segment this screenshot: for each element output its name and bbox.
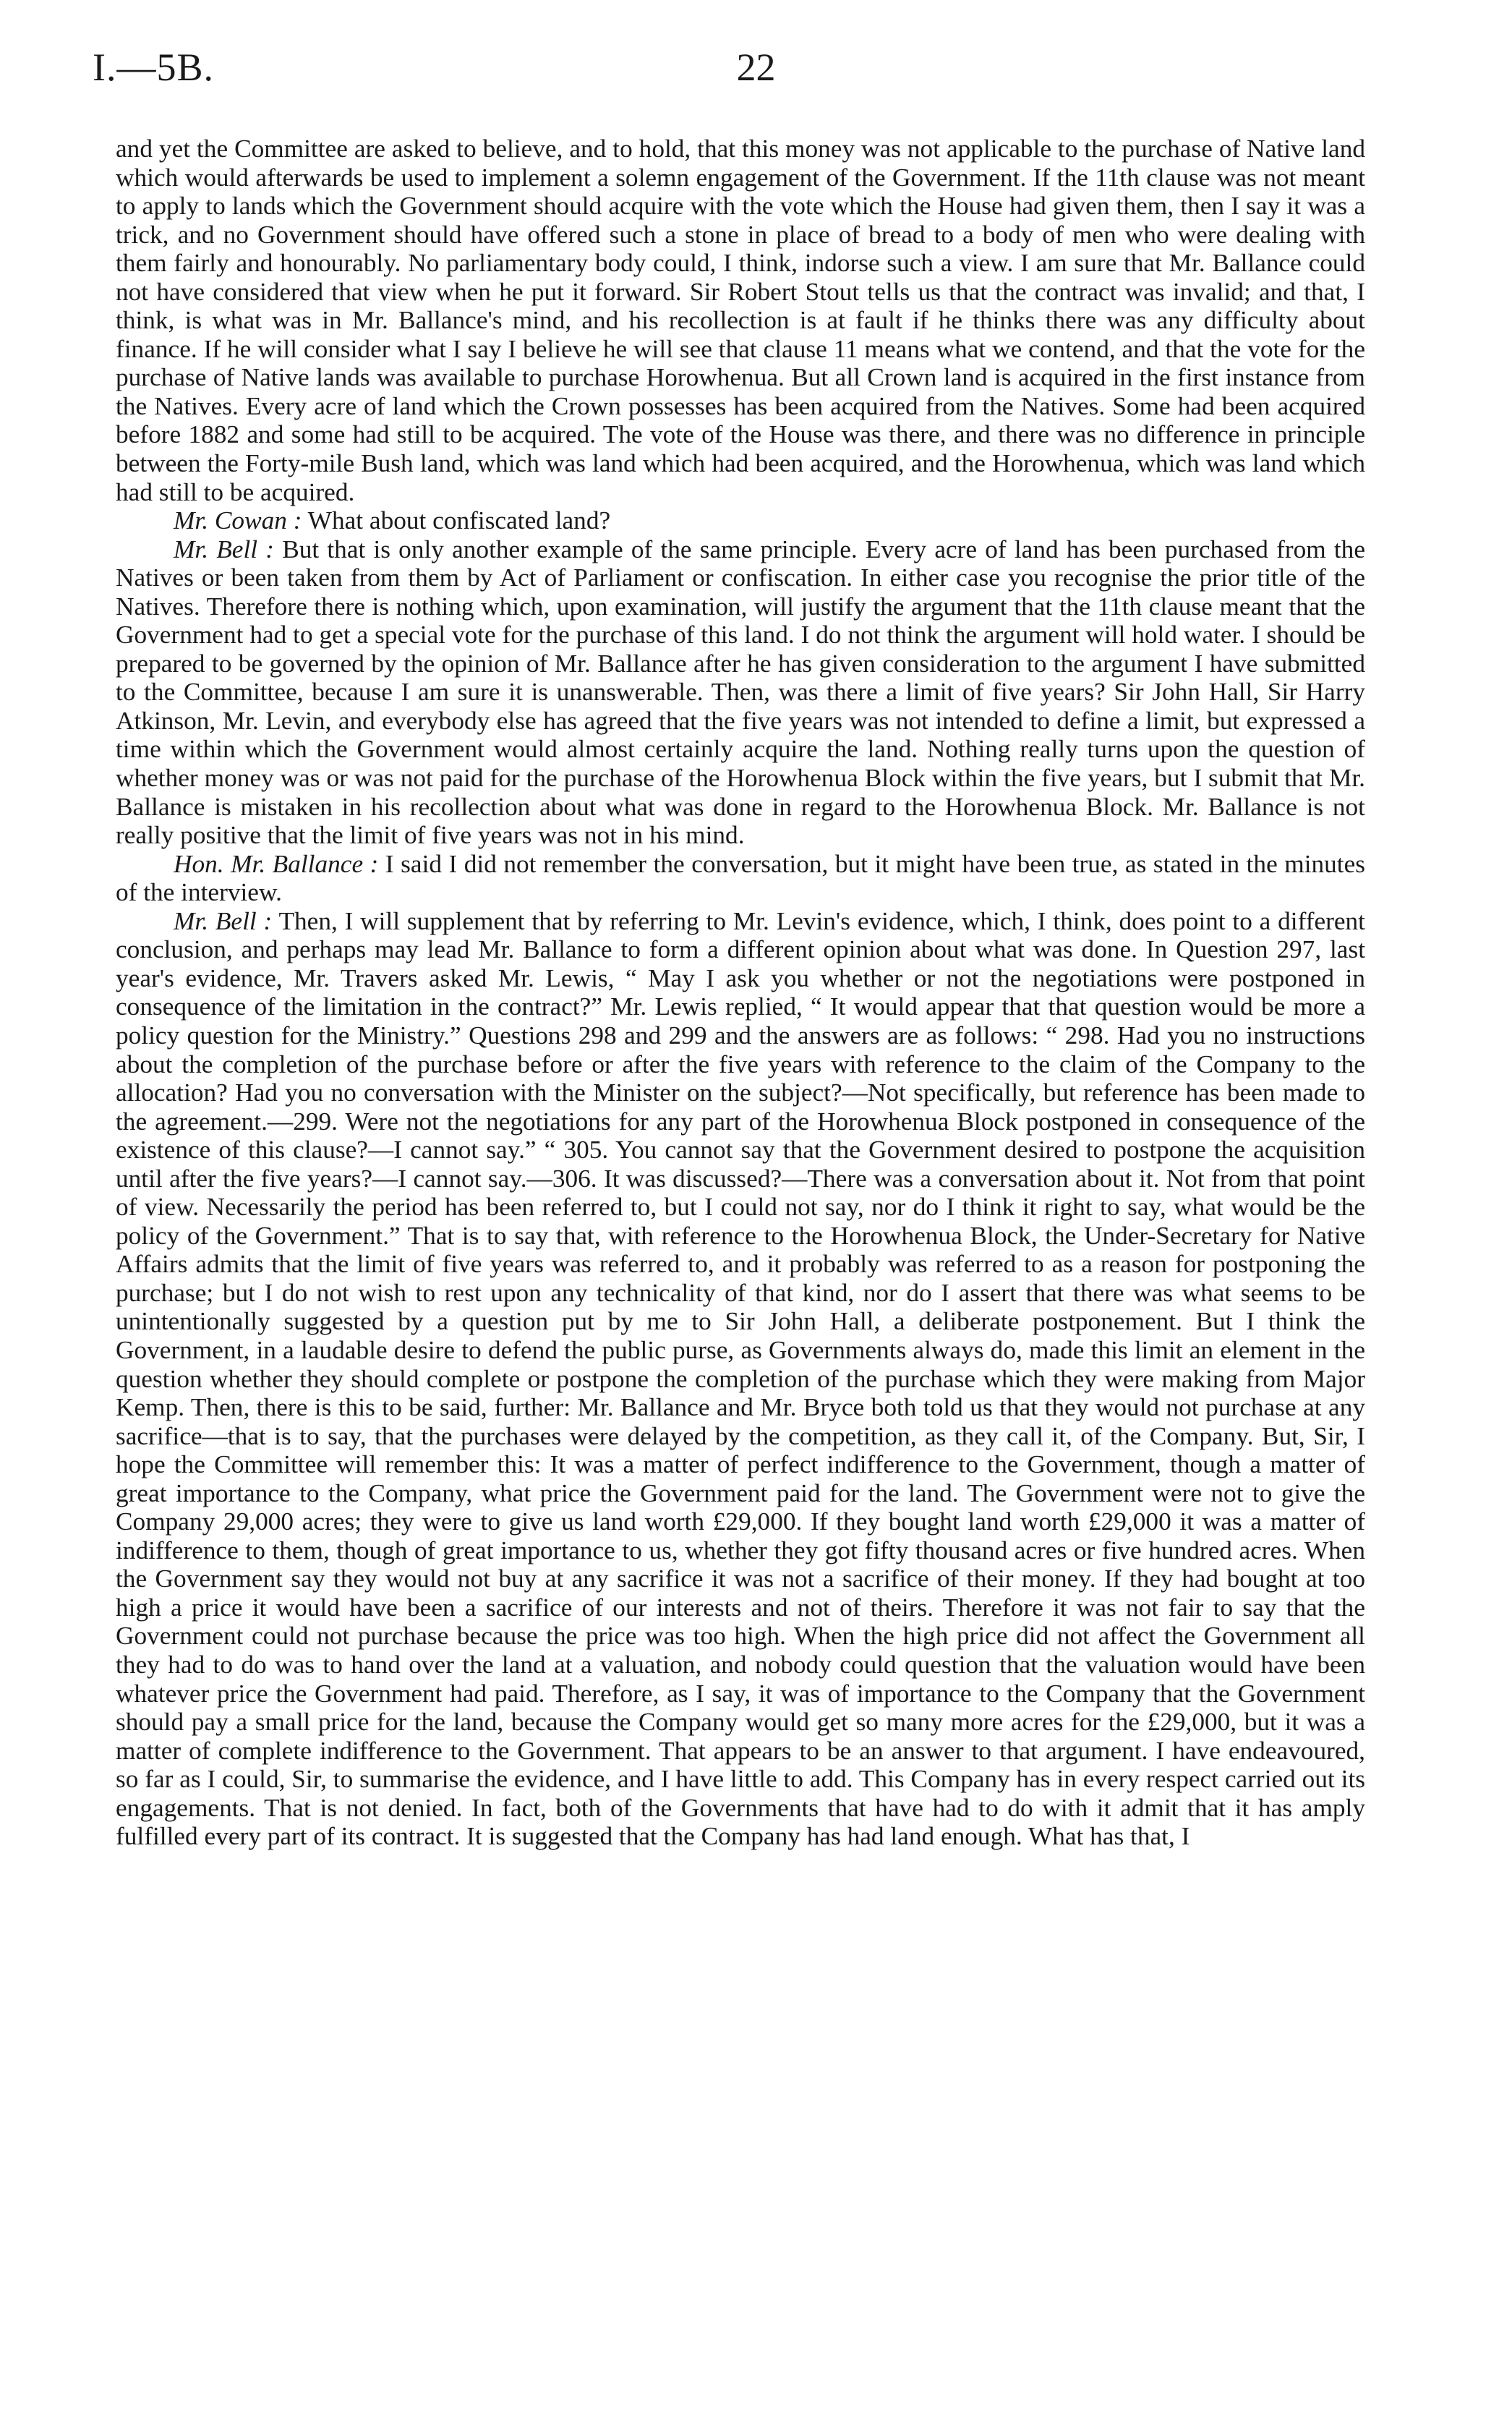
paragraph-text: and yet the Committee are asked to believe, and to hold, that this money was not applicable to the purchase of Native land which would afterwards be used to implement a solemn engagement of the Government. If the 11th clause was not meant to apply to lands which the Government should acquire with the vote which the House had given them, then I say it was a trick, and no Government should have offered such a stone in place of bread to a body of men who were dealing with them fairly and honourably. No parliamentary body could, I think, indorse such a view. I am sure that Mr. Ballance could not have considered that view when he put it forward. Sir Robert Stout tells us that the contract was invalid; and that, I think, is what was in Mr. Ballance's mind, and his recollection is at fault if he thinks there was any difficulty about finance. If he will consider what I say I believe he will see that clause 11 means what we contend, and that the vote for the purchase of Native lands was available to purchase Horowhenua. But all Crown land is acquired in the first instance from the Natives. Every acre of land which the Crown possesses has been acquired from the Natives. Some had been acquired before 1882 and some had still to be acquired. The vote of the House was there, and there was no difference in principle between the Forty-mile Bush land, which was land which had been acquired, and the Horowhenua, which was land which had still to be acquired. [116,135,1365,506]
paragraph-text: But that is only another example of the same principle. Every acre of land has been purchased from the Natives or been taken from them by Act of Parliament or confiscation. In either case you recognise the prior title of the Natives. Therefore there is nothing which, upon examination, will justify the argument that the 11th clause meant that the Government had to get a special vote for the purchase of this land. I do not think the argument will hold water. I should be prepared to be governed by the opinion of Mr. Ballance after he has given consideration to the argument I have submitted to the Committee, because I am sure it is unanswerable. Then, was there a limit of five years? Sir John Hall, Sir Harry Atkinson, Mr. Levin, and everybody else has agreed that the five years was not intended to define a limit, but expressed a time within which the Government would almost certainly acquire the land. Nothing really turns upon the question of whether money was or was not paid for the purchase of the Horowhenua Block within the five years, but I submit that Mr. Ballance is mistaken in his recollection about what was done in regard to the Horowhenua Block. Mr. Ballance is not really positive that the limit of five years was not in his mind. [116,535,1366,850]
paragraph [116,506,1365,535]
speaker-name: Mr. Bell : [174,535,274,563]
paragraph-text: What about confiscated land? [307,506,611,535]
paragraph [116,535,1365,850]
page-number: 22 [736,46,776,89]
body-text [116,135,1365,1851]
speaker-name: Mr. Bell : [174,906,273,935]
paragraph [116,907,1365,1851]
speaker-name: Mr. Cowan : [174,506,302,535]
speaker-name: Hon. Mr. Ballance : [174,849,379,878]
paragraph [116,850,1365,907]
document-reference: I.—5B. [93,46,214,89]
paragraph [116,135,1365,506]
paragraph-text: Then, I will supplement that by referring to Mr. Levin's evidence, which, I think, does point to a different conclusion, and perhaps may lead Mr. Ballance to form a different opinion about what was done. In Question 297, last year's evidence, Mr. Travers asked Mr. Lewis, “ May I ask you whether or not the negotiations were postponed in consequence of the limitation in the contract?” Mr. Lewis replied, “ It would appear that that question would be more a policy question for the Ministry.” Questions 298 and 299 and the answers are as follows: “ 298. Had you no instructions about the completion of the purchase before or after the five years with reference to the claim of the Company to the allocation? Had you no conversation with the Minister on the subject?—Not specifically, but reference has been made to the agreement.—299. Were not the negotiations for any part of the Horowhenua Block postponed in consequence of the existence of this clause?—I cannot say.” “ 305. You cannot say that the Government desired to postpone the acquisition until after the five years?—I cannot say.—306. It was discussed?—There was a conversation about it. Not from that point of view. Necessarily the period has been referred to, but I could not say, nor do I think it right to say, what would be the policy of the Government.” That is to say that, with reference to the Horowhenua Block, the Under-Secretary for Native Affairs admits that the limit of five years was referred to, and it probably was referred to as a reason for postponing the purchase; but I do not wish to rest upon any technicality of that kind, nor do I assert that there was what seems to be unintentionally suggested by a question put by me to Sir John Hall, a deliberate postponement. But I think the Government, in a laudable desire to defend the public purse, as Governments always do, made this limit an element in the question whether they should complete or postpone the completion of the purchase which they were making from Major Kemp. Then, there is this to be said, further: Mr. Ballance and Mr. Bryce both told us that they would not purchase at any sacrifice—that is to say, that the purchases were delayed by the competition, as they call it, of the Company. But, Sir, I hope the Committee will remember this: It was a matter of perfect indifference to the Government, though a matter of great importance to the Company, what price the Government paid for the land. The Government were not to give the Company 29,000 acres; they were to give us land worth £29,000. If they bought land worth £29,000 it was a matter of indifference to them, though of great importance to us, whether they got fifty thousand acres or five hundred acres. When the Government say they would not buy at any sacrifice it was not a sacrifice of their money. If they had bought at too high a price it would have been a sacrifice of our interests and not of theirs. Therefore it was not fair to say that the Government could not purchase because the price was too high. When the high price did not affect the Government all they had to do was to hand over the land at a valuation, and nobody could question that the valuation would have been whatever price the Government had paid. Therefore, as I say, it was of importance to the Company that the Government should pay a small price for the land, because the Company would get so many more acres for the £29,000, but it was a matter of complete indifference to the Government. That appears to be an answer to that argument. I have endeavoured, so far as I could, Sir, to summarise the evidence, and I have little to add. This Company has in every respect carried out its engagements. That is not denied. In fact, both of the Governments that have had to do with it admit that it has amply fulfilled every part of its contract. It is suggested that the Company has had land enough. What has that, I [116,906,1365,1851]
paragraph-text: I said I did not remember the conversation, but it might have been true, as stated in the minutes of the interview. [116,849,1366,907]
